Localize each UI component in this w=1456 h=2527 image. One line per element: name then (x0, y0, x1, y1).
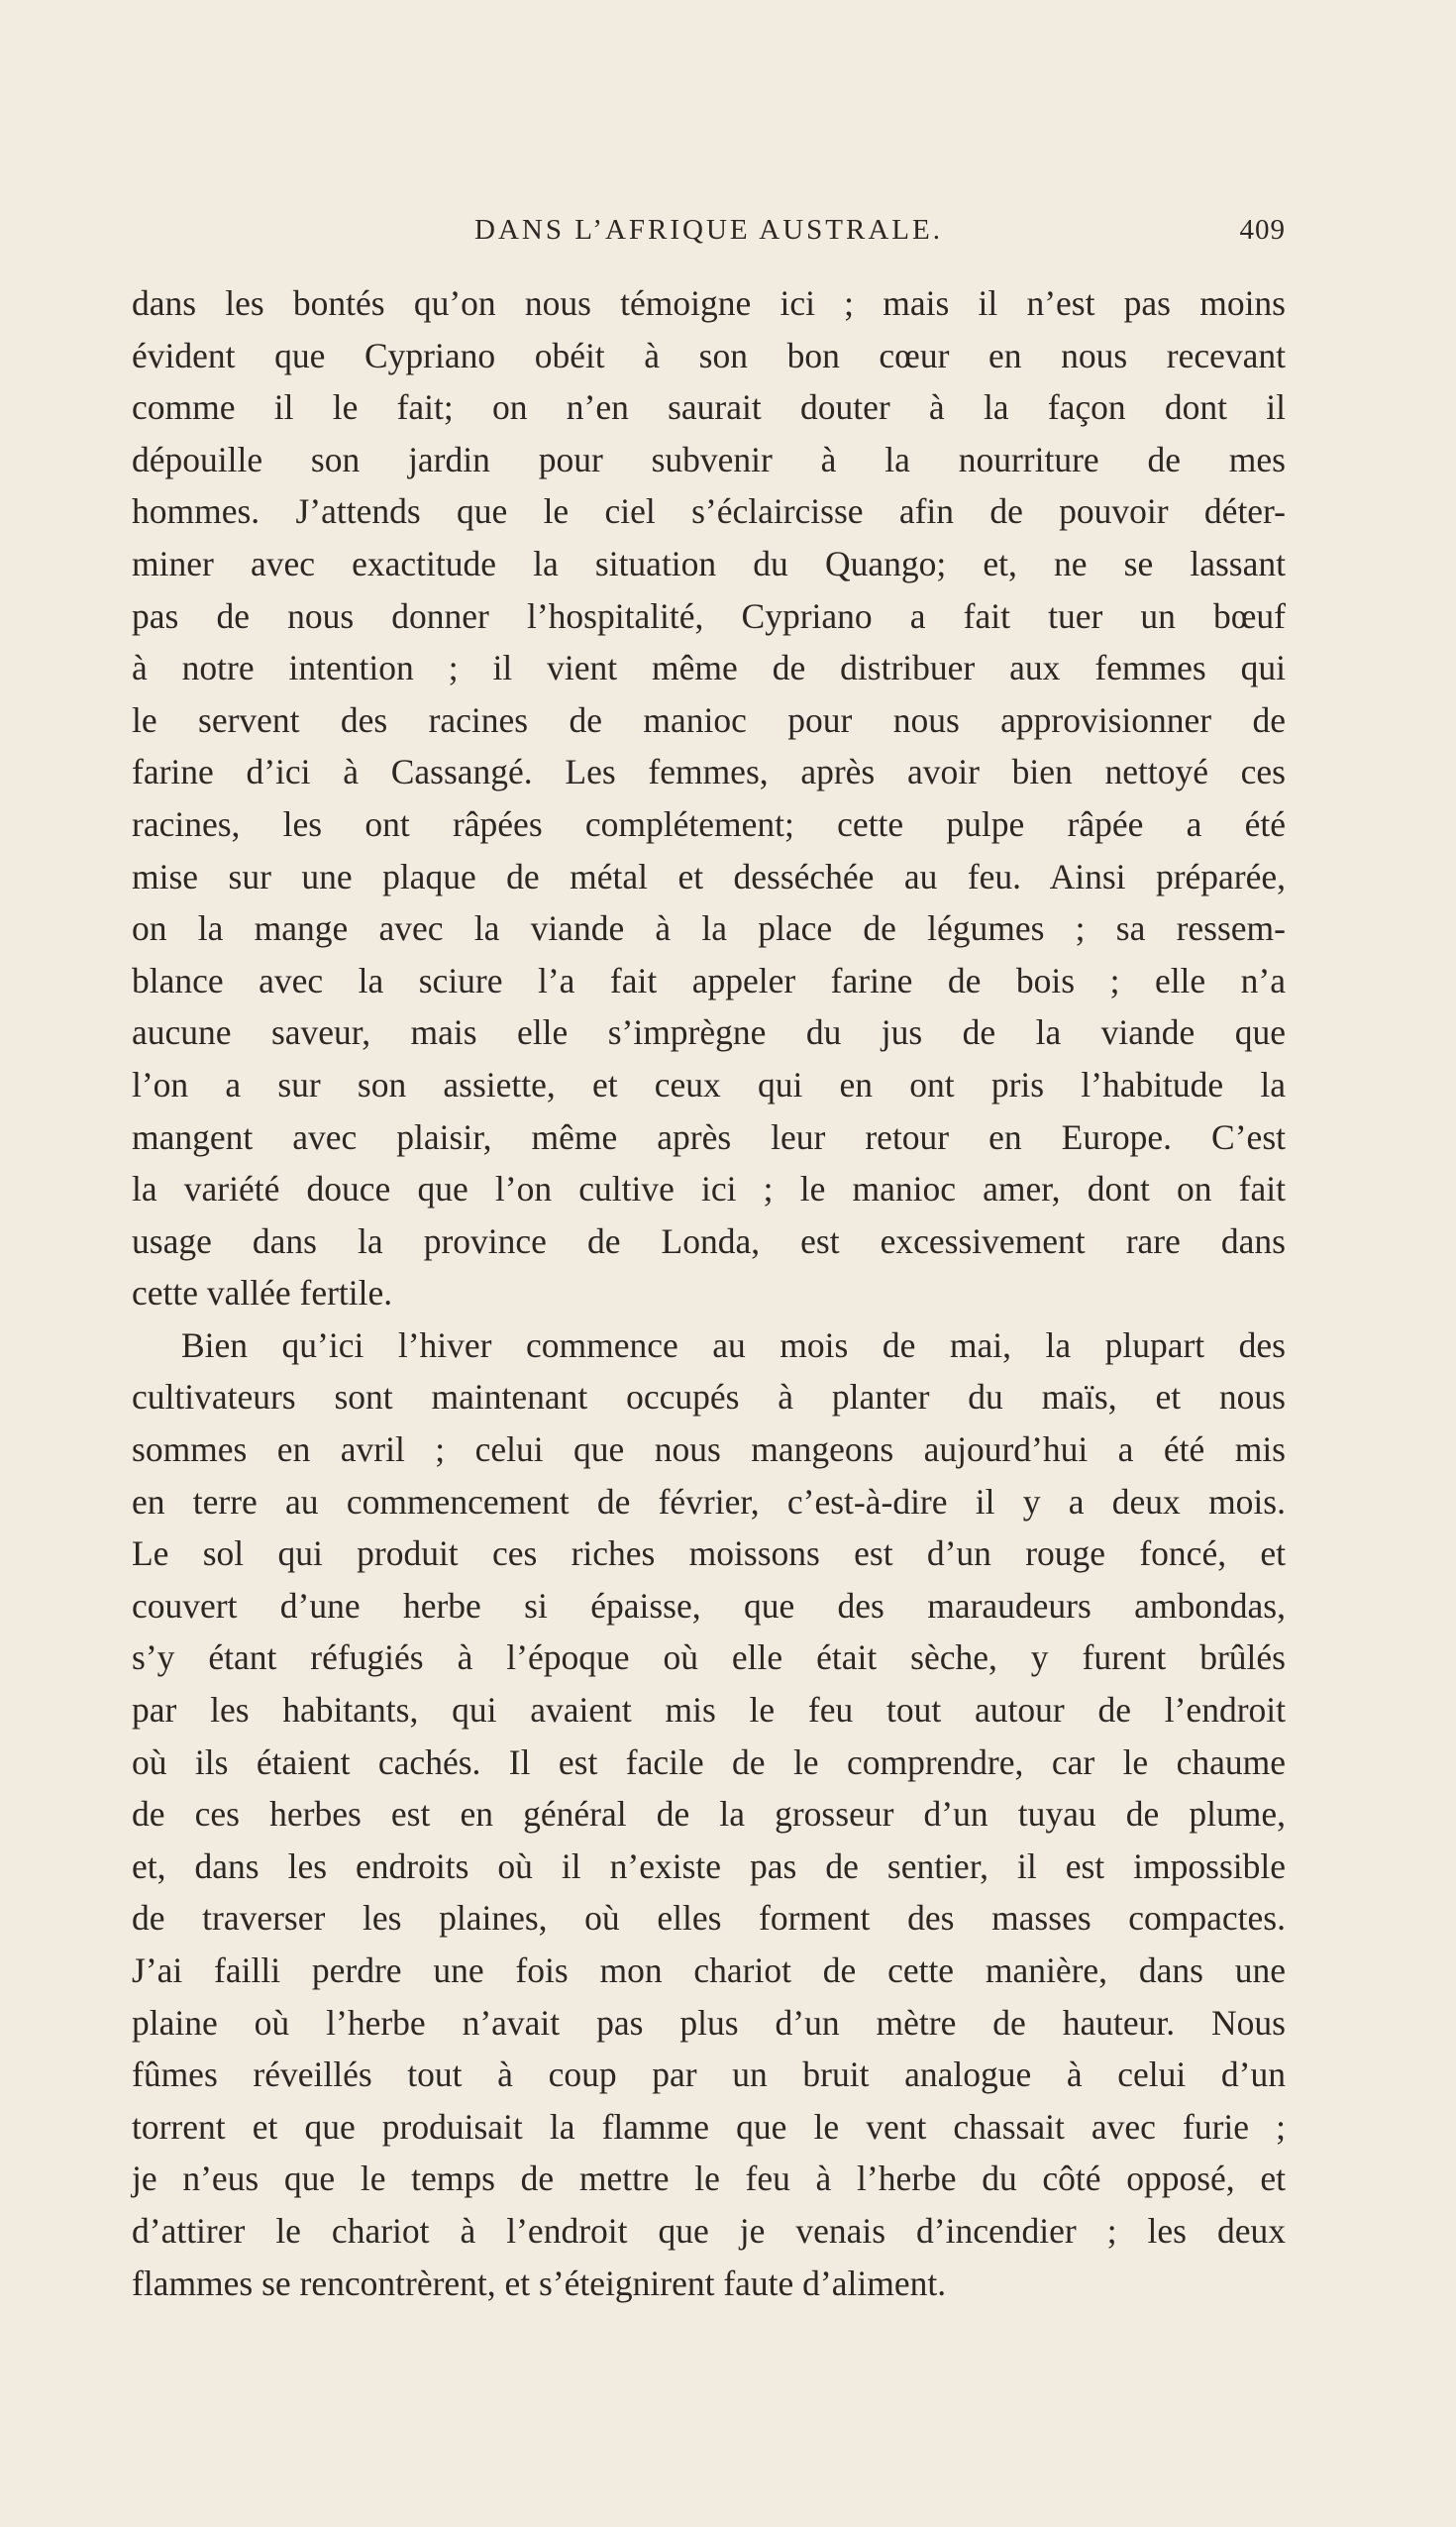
text-line: racines, les ont râpées complétement; cette pulpe râpée a été (132, 803, 1286, 844)
text-line: mise sur une plaque de métal et desséchée au feu. Ainsi préparée, (132, 856, 1286, 896)
page-header (132, 214, 1286, 254)
text-line: le servent des racines de manioc pour nous approvisionner de (132, 699, 1286, 740)
text-line: fûmes réveillés tout à coup par un bruit analogue à celui d’un (132, 2054, 1286, 2095)
text-line: pas de nous donner l’hospitalité, Cypriano a fait tuer un bœuf (132, 595, 1286, 636)
text-line: évident que Cypriano obéit à son bon cœur en nous recevant (132, 335, 1286, 375)
running-title: DANS L’AFRIQUE AUSTRALE. (474, 214, 943, 246)
text-line: couvert d’une herbe si épaisse, que des maraudeurs ambondas, (132, 1585, 1286, 1626)
text-line: s’y étant réfugiés à l’époque où elle était sèche, y furent brûlés (132, 1637, 1286, 1678)
text-line: flammes se rencontrèrent, et s’éteignirent faute d’aliment. (132, 2263, 947, 2303)
text-line: mangent avec plaisir, même après leur retour en Europe. C’est (132, 1116, 1286, 1157)
text-line: d’attirer le chariot à l’endroit que je venais d’incendier ; les deux (132, 2210, 1286, 2251)
text-line: comme il le fait; on n’en saurait douter à la façon dont il (132, 387, 1286, 428)
text-line: dépouille son jardin pour subvenir à la nourriture de mes (132, 439, 1286, 479)
text-line: miner avec exactitude la situation du Quango; et, ne se lassant (132, 543, 1286, 583)
text-line: je n’eus que le temps de mettre le feu à l’herbe du côté opposé, et (132, 2158, 1286, 2199)
text-line: en terre au commencement de février, c’est-à-dire il y a deux mois. (132, 1481, 1286, 1522)
text-line: l’on a sur son assiette, et ceux qui en ont pris l’habitude la (132, 1064, 1286, 1105)
text-line: on la mange avec la viande à la place de légumes ; sa ressem- (132, 908, 1286, 949)
text-line: cultivateurs sont maintenant occupés à planter du maïs, et nous (132, 1377, 1286, 1418)
text-line: torrent et que produisait la flamme que le vent chassait avec furie ; (132, 2106, 1286, 2147)
page-number: 409 (1239, 214, 1286, 246)
text-line: hommes. J’attends que le ciel s’éclaircisse afin de pouvoir déter- (132, 491, 1286, 532)
text-line: blance avec la sciure l’a fait appeler farine de bois ; elle n’a (132, 960, 1286, 1000)
text-line: de traverser les plaines, où elles forment des masses compactes. (132, 1898, 1286, 1939)
text-line: plaine où l’herbe n’avait pas plus d’un mètre de hauteur. Nous (132, 2002, 1286, 2043)
text-line: cette vallée fertile. (132, 1273, 393, 1314)
body-text (132, 277, 1286, 2309)
text-line: farine d’ici à Cassangé. Les femmes, après avoir bien nettoyé ces (132, 752, 1286, 792)
text-line: de ces herbes est en général de la grosseur d’un tuyau de plume, (132, 1794, 1286, 1835)
text-line: usage dans la province de Londa, est excessivement rare dans (132, 1220, 1286, 1261)
text-line: où ils étaient cachés. Il est facile de le comprendre, car le chaume (132, 1741, 1286, 1782)
text-line: par les habitants, qui avaient mis le feu tout autour de l’endroit (132, 1690, 1286, 1731)
text-line: la variété douce que l’on cultive ici ; le manioc amer, dont on fait (132, 1169, 1286, 1210)
text-line: Le sol qui produit ces riches moissons est d’un rouge foncé, et (132, 1533, 1286, 1574)
text-line: sommes en avril ; celui que nous mangeons aujourd’hui a été mis (132, 1429, 1286, 1470)
paragraph-2 (132, 1319, 1286, 2309)
text-line: J’ai failli perdre une fois mon chariot de cette manière, dans une (132, 1950, 1286, 1990)
paragraph-1 (132, 277, 1286, 1319)
text-line: à notre intention ; il vient même de distribuer aux femmes qui (132, 648, 1286, 688)
text-line: aucune saveur, mais elle s’imprègne du jus de la viande que (132, 1012, 1286, 1053)
text-line: et, dans les endroits où il n’existe pas de sentier, il est impossible (132, 1845, 1286, 1886)
text-line: Bien qu’ici l’hiver commence au mois de mai, la plupart des (181, 1324, 1286, 1365)
text-line: dans les bontés qu’on nous témoigne ici ; mais il n’est pas moins (132, 283, 1286, 323)
